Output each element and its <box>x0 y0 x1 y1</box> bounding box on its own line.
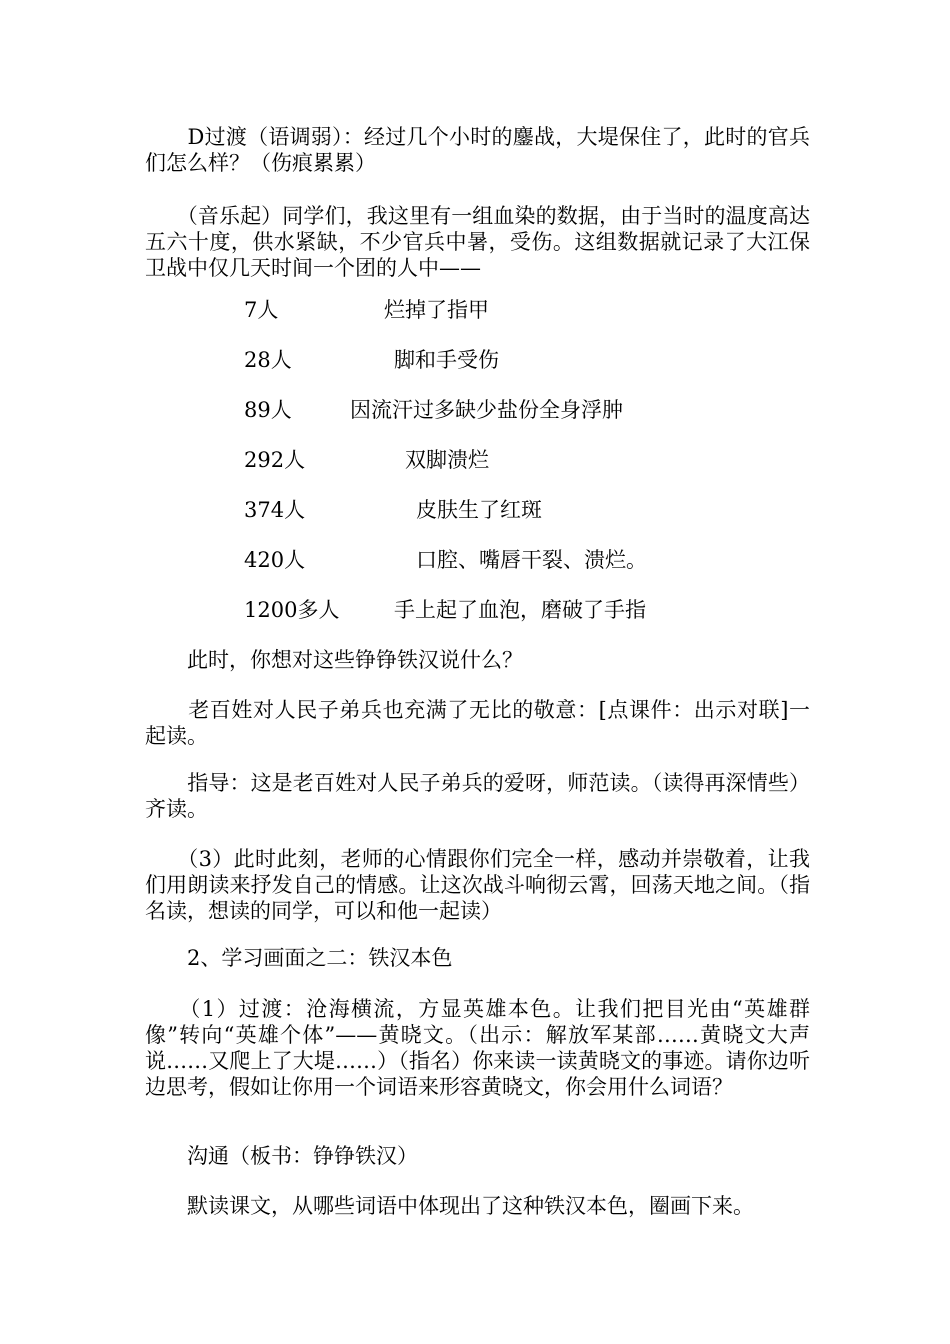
casualty-count: 1200多人 <box>244 598 340 622</box>
paragraph-silent-reading: 默读课文，从哪些词语中体现出了这种铁汉本色，圈画下来。 <box>145 1194 754 1218</box>
paragraph-communication: 沟通（板书：铮铮铁汉） <box>145 1144 418 1168</box>
casualty-count: 374人 <box>244 498 306 522</box>
paragraph-guidance: 指导：这是老百姓对人民子弟兵的爱呀，师范读。（读得再深情些）齐读。 <box>145 771 810 821</box>
paragraph-step-1: （1）过渡：沧海横流，方显英雄本色。让我们把目光由“英雄群像”转向“英雄个体”——黄晓文。（出示：解放军某部……黄晓文大声说……又爬上了大堤……）（指名）你来读一读黄晓文的事迹。请你边听边思考，假如让你用一个词语来形容黄晓文，你会用什么词语？ <box>145 997 810 1099</box>
casualty-count: 420人 <box>244 548 306 572</box>
paragraph-music-data-intro: （音乐起）同学们，我这里有一组血染的数据，由于当时的温度高达五六十度，供水紧缺，不少官兵中暑，受伤。这组数据就记录了大江保卫战中仅几天时间一个团的人中—— <box>145 204 810 280</box>
casualty-count: 292人 <box>244 448 306 472</box>
casualty-description: 口腔、嘴唇干裂、溃烂。 <box>416 548 647 572</box>
casualty-count: 7人 <box>244 298 279 322</box>
casualty-count: 28人 <box>244 348 292 372</box>
casualty-description: 脚和手受伤 <box>394 348 499 372</box>
casualty-description: 双脚溃烂 <box>405 448 489 472</box>
casualty-count: 89人 <box>244 398 292 422</box>
paragraph-transition-d: D过渡（语调弱）：经过几个小时的鏖战，大堤保住了，此时的官兵们怎么样？（伤痕累累） <box>145 125 810 175</box>
paragraph-step-3: （3）此时此刻，老师的心情跟你们完全一样，感动并崇敬着，让我们用朗读来抒发自己的情感。让这次战斗响彻云霄，回荡天地之间。（指名读，想读的同学，可以和他一起读） <box>145 847 810 923</box>
paragraph-couplet: 老百姓对人民子弟兵也充满了无比的敬意：[点课件：出示对联]一起读。 <box>145 698 810 748</box>
paragraph-question: 此时，你想对这些铮铮铁汉说什么？ <box>145 648 523 672</box>
section-heading: 2、学习画面之二：铁汉本色 <box>145 946 453 970</box>
casualty-description: 手上起了血泡，磨破了手指 <box>394 598 646 622</box>
casualty-description: 因流汗过多缺少盐份全身浮肿 <box>350 398 623 422</box>
casualty-description: 皮肤生了红斑 <box>416 498 542 522</box>
casualty-description: 烂掉了指甲 <box>384 298 489 322</box>
